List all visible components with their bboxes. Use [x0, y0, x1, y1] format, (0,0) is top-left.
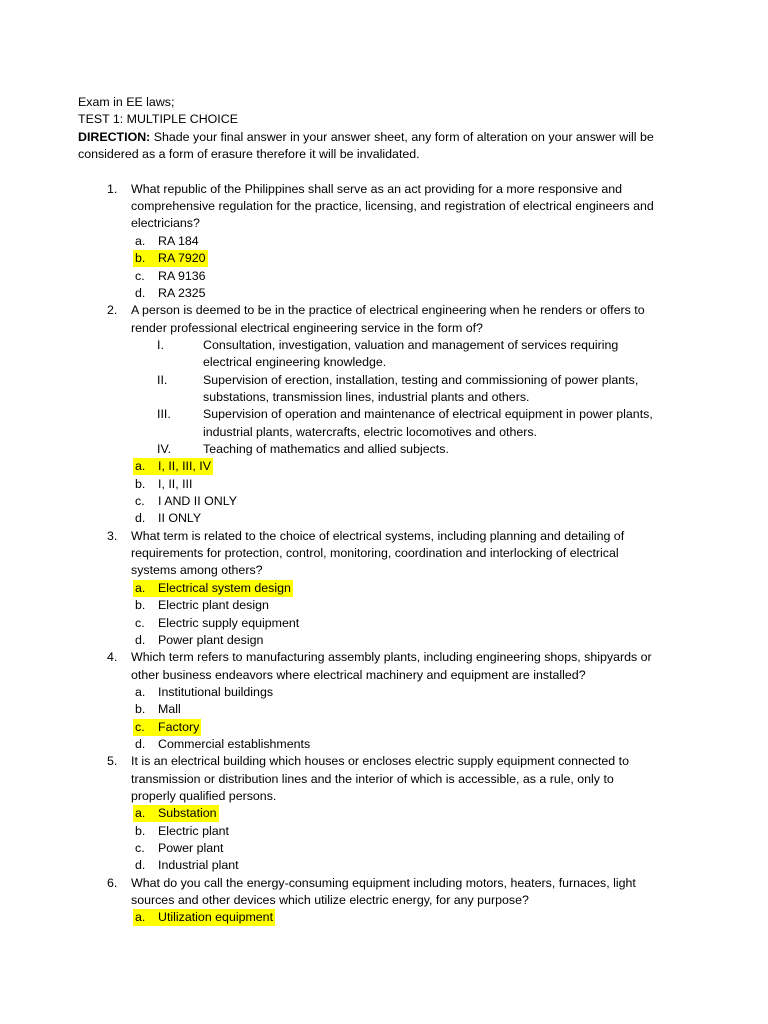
question-text: render professional electrical engineering service in the form of? — [131, 320, 483, 335]
option-letter: d. — [135, 285, 146, 300]
option-letter: d. — [135, 736, 146, 751]
answer-option — [133, 823, 231, 840]
answer-option — [133, 684, 275, 701]
question-number: 1. — [107, 181, 118, 196]
highlighted-answer: Electrical system design — [158, 580, 291, 595]
question-text: A person is deemed to be in the practice of electrical engineering when he renders or offers to — [131, 303, 645, 318]
question-text: properly qualified persons. — [131, 789, 277, 803]
highlighted-answer: Utilization equipment — [158, 910, 274, 925]
question-text: systems among others? — [131, 563, 263, 578]
highlighted-answer: RA 7920 — [158, 251, 206, 266]
option-letter: c. — [135, 615, 145, 630]
option-letter: c. — [135, 268, 145, 283]
direction-text-continued: considered as a form of erasure therefore it will be invalidated. — [78, 147, 420, 162]
roman-item-text: Teaching of mathematics and allied subjects. — [203, 442, 449, 456]
roman-numeral: I. — [157, 337, 164, 352]
answer-option — [133, 268, 208, 285]
roman-item-text: industrial plants, watercrafts, electric locomotives and others. — [203, 424, 538, 439]
option-letter: a. — [135, 910, 146, 925]
question-number: 6. — [107, 875, 118, 890]
direction-line — [78, 129, 654, 146]
answer-option — [133, 233, 201, 250]
direction-text: Shade your final answer in your answer sheet, any form of alteration on your answer will be — [150, 129, 654, 144]
option-text: I AND II ONLY — [158, 494, 237, 509]
question-text: transmission or distribution lines and the interior of which is accessible, as a rule, only to — [131, 771, 614, 786]
exam-title: Exam in EE laws; — [78, 95, 175, 109]
roman-item-text: Supervision of erection, installation, testing and commissioning of power plants, — [203, 372, 639, 387]
direction-label: DIRECTION: — [78, 129, 151, 144]
answer-option — [133, 840, 225, 857]
option-text: Mall — [158, 702, 181, 717]
question-text: requirements for protection, control, monitoring, coordination and interlocking of electrical — [131, 546, 619, 561]
roman-numeral: III. — [157, 407, 171, 422]
roman-numeral: II. — [157, 372, 168, 387]
option-text: Power plant design — [158, 632, 264, 647]
option-letter: b. — [135, 476, 146, 491]
answer-option — [133, 510, 203, 527]
option-text: Commercial establishments — [158, 736, 311, 751]
roman-item-text: Supervision of operation and maintenance of electrical equipment in power plants, — [203, 407, 653, 422]
question-number: 2. — [107, 303, 118, 318]
option-letter: b. — [135, 598, 146, 613]
answer-option — [133, 719, 201, 736]
answer-option — [133, 493, 239, 510]
highlighted-answer: I, II, III, IV — [158, 459, 212, 474]
option-letter: c. — [135, 719, 145, 734]
option-letter: c. — [135, 494, 145, 509]
option-text: Electric supply equipment — [158, 615, 300, 630]
question-number: 3. — [107, 528, 118, 543]
roman-item-text: electrical engineering knowledge. — [203, 355, 387, 370]
question-text: Which term refers to manufacturing assembly plants, including engineering shops, shipyards or — [131, 650, 652, 665]
question-text: other business endeavors where electrical machinery and equipment are installed? — [131, 667, 586, 682]
answer-option — [133, 632, 265, 649]
option-text: Electric plant design — [158, 598, 269, 613]
question-text: comprehensive regulation for the practice, licensing, and registration of electrical engineers and — [131, 199, 654, 214]
option-text: Institutional buildings — [158, 684, 274, 699]
option-letter: c. — [135, 841, 145, 856]
option-text: II ONLY — [158, 511, 202, 526]
roman-numeral: IV. — [157, 442, 172, 456]
answer-option — [133, 805, 219, 822]
answer-option — [133, 476, 194, 493]
option-text: I, II, III — [158, 476, 193, 491]
answer-option — [133, 857, 241, 874]
option-letter: a. — [135, 684, 146, 699]
option-text: RA 9136 — [158, 268, 206, 283]
answer-option — [133, 458, 213, 475]
question-text: What do you call the energy-consuming equipment including motors, heaters, furnaces, light — [131, 875, 636, 890]
answer-option — [133, 250, 208, 267]
option-letter: a. — [135, 459, 146, 474]
highlighted-answer: Factory — [158, 719, 200, 734]
option-letter: d. — [135, 858, 146, 873]
answer-option — [133, 285, 208, 302]
option-text: RA 184 — [158, 233, 199, 248]
answer-option — [133, 597, 271, 614]
roman-item-text: Consultation, investigation, valuation and management of services requiring — [203, 337, 619, 352]
answer-option — [133, 736, 312, 753]
question-text: electricians? — [131, 216, 200, 231]
question-text: What republic of the Philippines shall serve as an act providing for a more responsive and — [131, 181, 623, 196]
answer-option — [133, 909, 275, 926]
highlighted-answer: Substation — [158, 806, 217, 821]
question-text: What term is related to the choice of electrical systems, including planning and detailing of — [131, 528, 625, 543]
option-text: Electric plant — [158, 823, 229, 838]
option-text: Power plant — [158, 841, 224, 856]
test-heading: TEST 1: MULTIPLE CHOICE — [78, 112, 238, 127]
option-letter: d. — [135, 511, 146, 526]
option-letter: b. — [135, 702, 146, 717]
question-text: It is an electrical building which houses or encloses electric supply equipment connected to — [131, 754, 629, 769]
option-letter: a. — [135, 580, 146, 595]
question-text: sources and other devices which utilize electric energy, for any purpose? — [131, 893, 529, 908]
option-text: RA 2325 — [158, 285, 206, 300]
answer-option — [133, 701, 183, 718]
option-letter: a. — [135, 806, 146, 821]
answer-option — [133, 580, 293, 597]
option-letter: a. — [135, 233, 146, 248]
option-letter: b. — [135, 251, 146, 266]
option-letter: d. — [135, 632, 146, 647]
question-number: 5. — [107, 754, 118, 769]
option-letter: b. — [135, 823, 146, 838]
option-text: Industrial plant — [158, 858, 239, 873]
answer-option — [133, 615, 301, 632]
roman-item-text: substations, transmission lines, industrial plants and others. — [203, 389, 530, 404]
question-number: 4. — [107, 650, 118, 665]
